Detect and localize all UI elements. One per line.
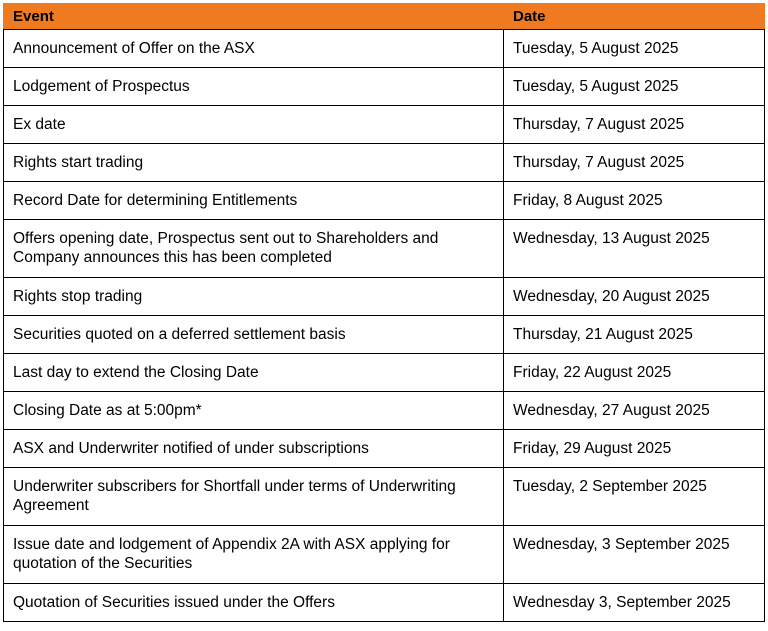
date-cell: Friday, 22 August 2025: [504, 354, 765, 392]
date-cell: Tuesday, 5 August 2025: [504, 30, 765, 68]
event-column-header: Event: [4, 4, 504, 30]
date-cell: Wednesday, 13 August 2025: [504, 220, 765, 278]
timetable-body: [4, 30, 765, 622]
date-cell: Wednesday, 27 August 2025: [504, 392, 765, 430]
date-cell: Wednesday 3, September 2025: [504, 584, 765, 622]
table-row: [4, 468, 765, 526]
header-row: [4, 4, 765, 30]
table-row: [4, 316, 765, 354]
table-row: [4, 584, 765, 622]
date-cell: Wednesday, 3 September 2025: [504, 526, 765, 584]
table-row: [4, 430, 765, 468]
table-row: [4, 68, 765, 106]
date-cell: Friday, 8 August 2025: [504, 182, 765, 220]
table-row: [4, 392, 765, 430]
table-row: [4, 106, 765, 144]
event-cell: Rights stop trading: [4, 278, 504, 316]
event-cell: Securities quoted on a deferred settlement basis: [4, 316, 504, 354]
date-cell: Thursday, 21 August 2025: [504, 316, 765, 354]
event-cell: Issue date and lodgement of Appendix 2A with ASX applying for quotation of the Securities: [4, 526, 504, 584]
date-column-header: Date: [504, 4, 765, 30]
event-cell: Offers opening date, Prospectus sent out to Shareholders and Company announces this has been completed: [4, 220, 504, 278]
timetable-header: [4, 4, 765, 30]
event-cell: Ex date: [4, 106, 504, 144]
event-cell: Lodgement of Prospectus: [4, 68, 504, 106]
event-cell: Rights start trading: [4, 144, 504, 182]
event-cell: Last day to extend the Closing Date: [4, 354, 504, 392]
date-cell: Friday, 29 August 2025: [504, 430, 765, 468]
event-cell: Closing Date as at 5:00pm*: [4, 392, 504, 430]
date-cell: Tuesday, 5 August 2025: [504, 68, 765, 106]
table-row: [4, 182, 765, 220]
date-cell: Wednesday, 20 August 2025: [504, 278, 765, 316]
table-row: [4, 220, 765, 278]
table-row: [4, 354, 765, 392]
event-cell: Record Date for determining Entitlements: [4, 182, 504, 220]
date-cell: Thursday, 7 August 2025: [504, 106, 765, 144]
table-row: [4, 526, 765, 584]
event-cell: ASX and Underwriter notified of under subscriptions: [4, 430, 504, 468]
table-row: [4, 30, 765, 68]
table-row: [4, 278, 765, 316]
table-row: [4, 144, 765, 182]
event-cell: Announcement of Offer on the ASX: [4, 30, 504, 68]
date-cell: Tuesday, 2 September 2025: [504, 468, 765, 526]
offer-timetable: [3, 3, 765, 622]
date-cell: Thursday, 7 August 2025: [504, 144, 765, 182]
event-cell: Underwriter subscribers for Shortfall under terms of Underwriting Agreement: [4, 468, 504, 526]
event-cell: Quotation of Securities issued under the Offers: [4, 584, 504, 622]
